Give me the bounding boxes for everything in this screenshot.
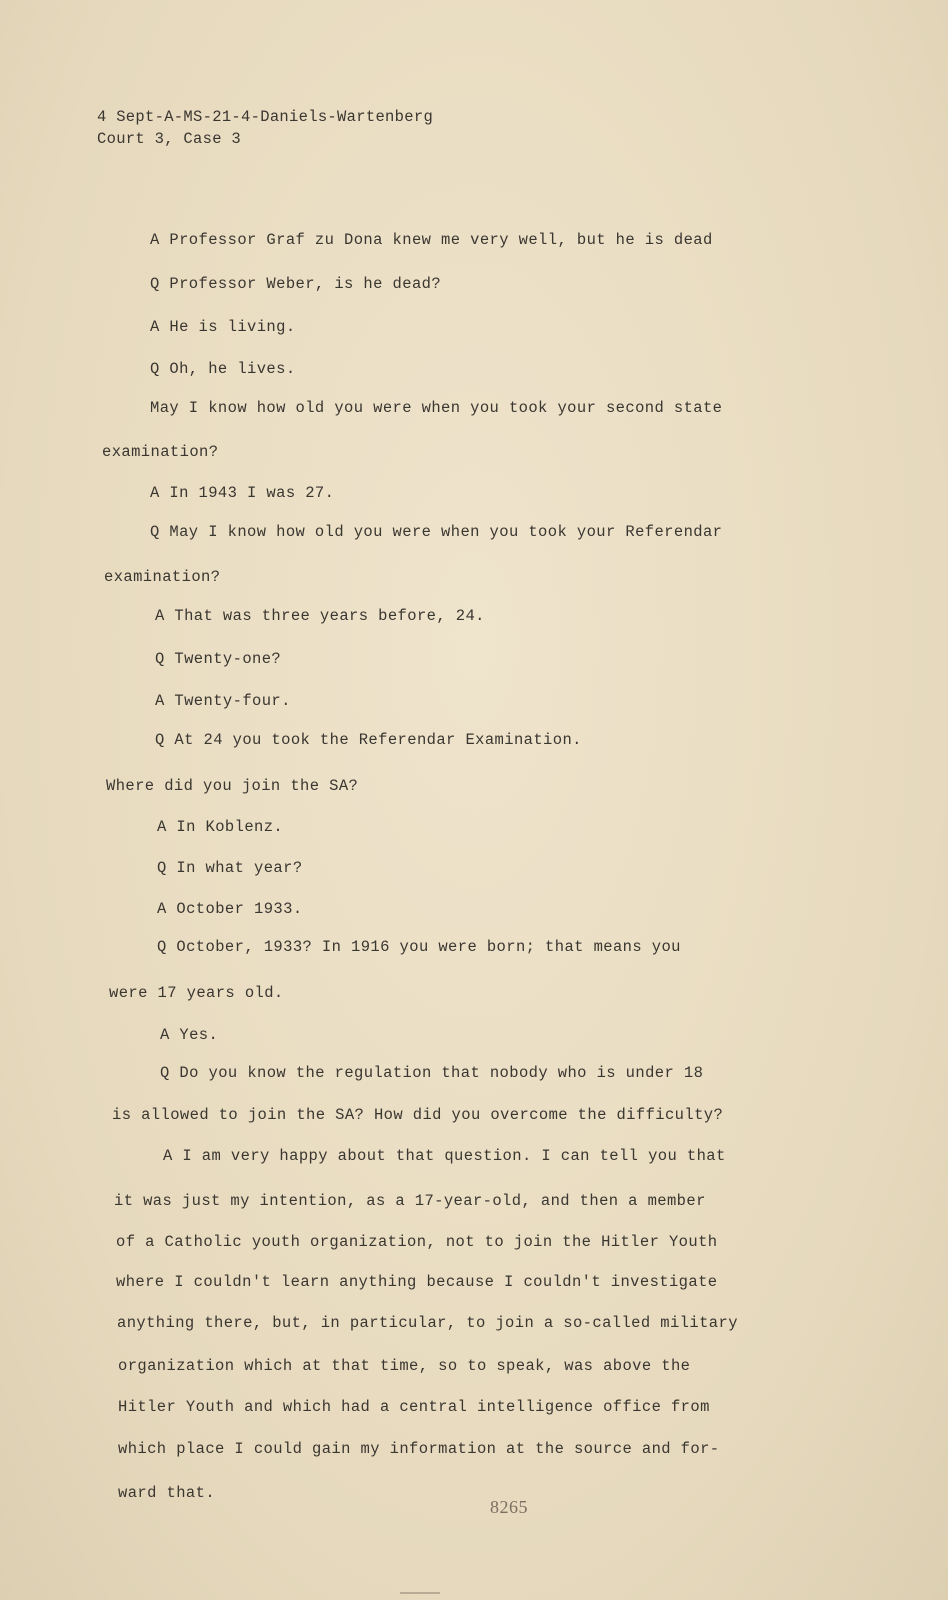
transcript-line: Q Oh, he lives. <box>150 360 296 378</box>
transcript-line: Hitler Youth and which had a central intelligence office from <box>118 1398 710 1416</box>
transcript-line: Q At 24 you took the Referendar Examination. <box>155 731 582 749</box>
transcript-line: Q May I know how old you were when you took your Referendar <box>150 523 723 541</box>
transcript-line: of a Catholic youth organization, not to join the Hitler Youth <box>116 1233 718 1251</box>
transcript-line: A October 1933. <box>157 900 303 918</box>
transcript-line: were 17 years old. <box>109 984 284 1002</box>
transcript-line: it was just my intention, as a 17-year-old, and then a member <box>114 1192 706 1210</box>
transcript-line: May I know how old you were when you took your second state <box>150 399 723 417</box>
transcript-line: anything there, but, in particular, to join a so-called military <box>117 1314 738 1332</box>
transcript-line: which place I could gain my information at the source and for- <box>118 1440 720 1458</box>
transcript-line: Q Professor Weber, is he dead? <box>150 275 442 293</box>
transcript-line: Where did you join the SA? <box>106 777 359 795</box>
transcript-line: A That was three years before, 24. <box>155 607 485 625</box>
header-reference: 4 Sept-A-MS-21-4-Daniels-Wartenberg <box>97 108 434 126</box>
page-number: 8265 <box>490 1497 528 1517</box>
transcript-line: examination? <box>102 443 219 461</box>
header-court-case: Court 3, Case 3 <box>97 130 242 148</box>
transcript-line: A I am very happy about that question. I can tell you that <box>163 1147 726 1165</box>
transcript-line: Q Twenty-one? <box>155 650 282 668</box>
transcript-line: A Yes. <box>160 1026 219 1044</box>
transcript-line: A Professor Graf zu Dona knew me very well, but he is dead <box>150 231 713 249</box>
transcript-line: examination? <box>104 568 221 586</box>
transcript-line: A In Koblenz. <box>157 818 284 836</box>
transcript-line: organization which at that time, so to speak, was above the <box>118 1357 691 1375</box>
transcript-line: Q Do you know the regulation that nobody who is under 18 <box>160 1064 704 1082</box>
transcript-line: where I couldn't learn anything because I couldn't investigate <box>116 1273 718 1291</box>
transcript-line: A In 1943 I was 27. <box>150 484 335 502</box>
transcript-line: Q In what year? <box>157 859 303 877</box>
transcript-line: Q October, 1933? In 1916 you were born; that means you <box>157 938 681 956</box>
transcript-line: is allowed to join the SA? How did you overcome the difficulty? <box>112 1106 724 1124</box>
transcript-line: ward that. <box>118 1484 216 1502</box>
transcript-line: A Twenty-four. <box>155 692 291 710</box>
scan-edge-mark <box>400 1592 440 1594</box>
transcript-line: A He is living. <box>150 318 296 336</box>
document-header <box>97 106 433 150</box>
